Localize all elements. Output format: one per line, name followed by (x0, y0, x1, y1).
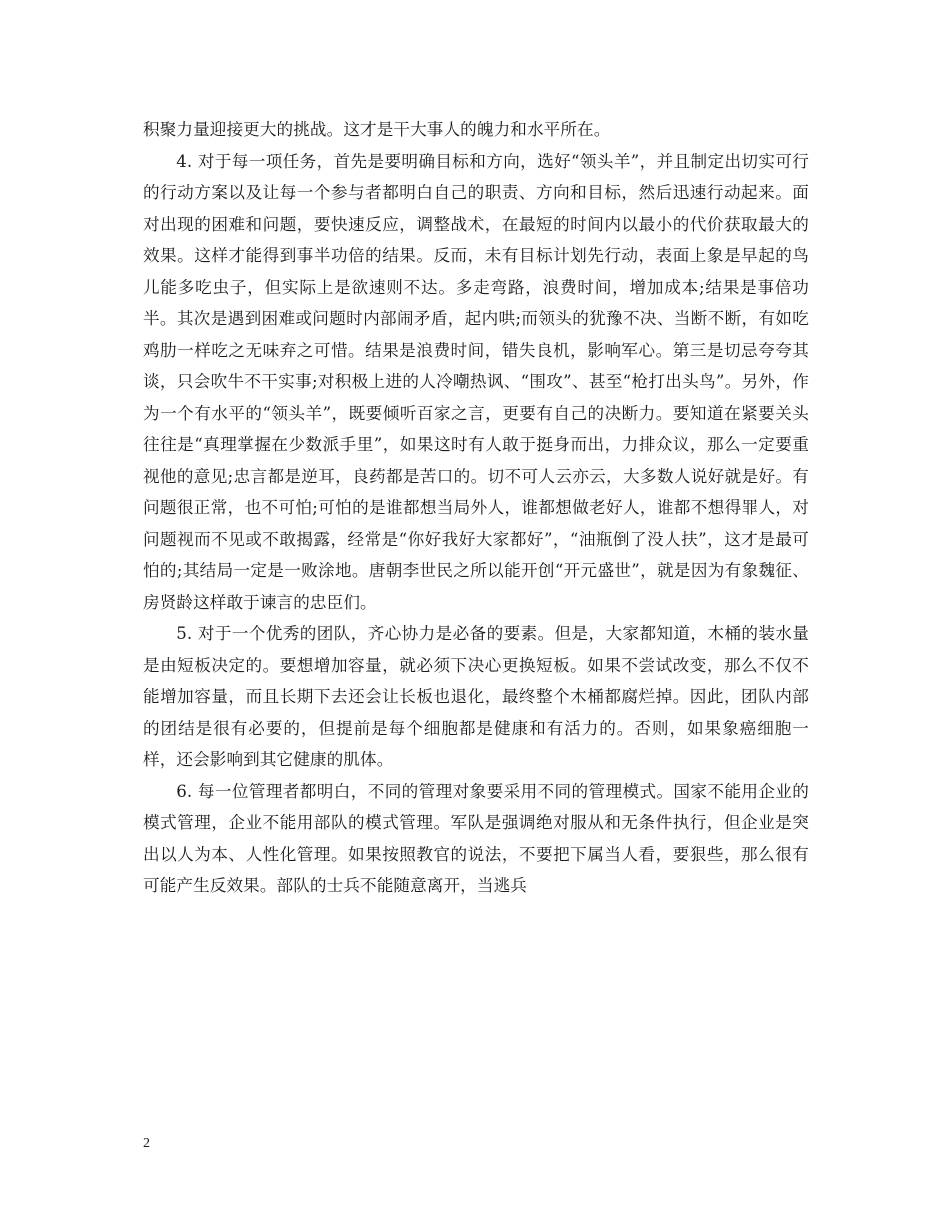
document-body (143, 114, 809, 902)
paragraph-item-5: 5. 对于一个优秀的团队，齐心协力是必备的要素。但是，大家都知道，木桶的装水量是由短板决定的。要想增加容量，就必须下决心更换短板。如果不尝试改变，那么不仅不能增加容量，而且长期下去还会让长板也退化，最终整个木桶都腐烂掉。因此，团队内部的团结是很有必要的，但提前是每个细胞都是健康和有活力的。否则，如果象癌细胞一样，还会影响到其它健康的肌体。 (143, 624, 809, 769)
paragraph-continuation: 积聚力量迎接更大的挑战。这才是干大事人的魄力和水平所在。 (143, 120, 611, 139)
page-number: 2 (143, 1136, 150, 1151)
paragraph-item-6: 6. 每一位管理者都明白，不同的管理对象要采用不同的管理模式。国家不能用企业的模式管理，企业不能用部队的模式管理。军队是强调绝对服从和无条件执行，但企业是突出以人为本、人性化管理。如果按照教官的说法，不要把下属当人看，要狠些，那么很有可能产生反效果。部队的士兵不能随意离开，当逃兵 (143, 781, 809, 895)
paragraph-item-4: 4. 对于每一项任务，首先是要明确目标和方向，选好“领头羊”，并且制定出切实可行的行动方案以及让每一个参与者都明白自己的职责、方向和目标，然后迅速行动起来。面对出现的困难和问题，要快速反应，调整战术，在最短的时间内以最小的代价获取最大的效果。这样才能得到事半功倍的结果。反而，未有目标计划先行动，表面上象是早起的鸟儿能多吃虫子，但实际上是欲速则不达。多走弯路，浪费时间，增加成本;结果是事倍功半。其次是遇到困难或问题时内部闹矛盾，起内哄;而领头的犹豫不决、当断不断，有如吃鸡肋一样吃之无味弃之可惜。结果是浪费时间，错失良机，影响军心。第三是切忌夸夸其谈，只会吹牛不干实事;对积极上进的人冷嘲热讽、“围攻”、甚至“枪打出头鸟”。另外，作为一个有水平的“领头羊”，既要倾听百家之言，更要有自己的决断力。要知道在紧要关头往往是“真理掌握在少数派手里”，如果这时有人敢于挺身而出，力排众议，那么一定要重视他的意见;忠言都是逆耳，良药都是苦口的。切不可人云亦云，大多数人说好就是好。有问题很正常，也不可怕;可怕的是谁都想当局外人，谁都想做老好人，谁都不想得罪人，对问题视而不见或不敢揭露，经常是“你好我好大家都好”，“油瓶倒了没人扶”，这才是最可怕的;其结局一定是一败涂地。唐朝李世民之所以能开创“开元盛世”，就是因为有象魏征、房贤龄这样敢于谏言的忠臣们。 (143, 151, 809, 612)
